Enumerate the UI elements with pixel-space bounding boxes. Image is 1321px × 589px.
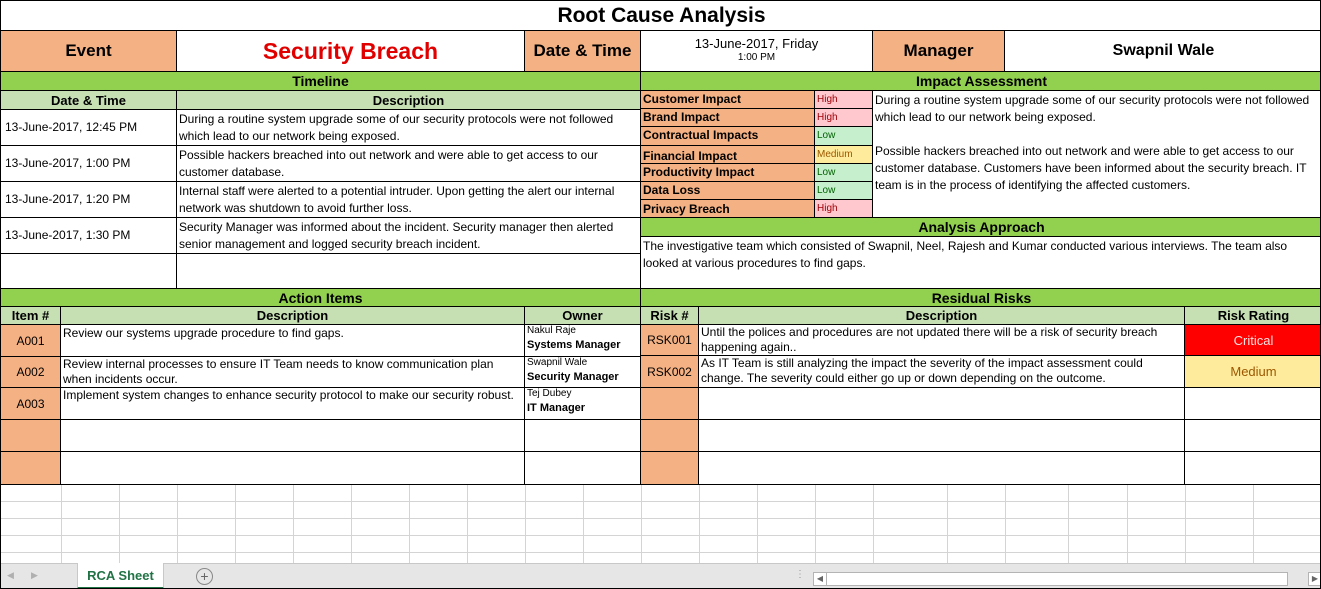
gridline	[1005, 485, 1006, 563]
datetime-label[interactable]: Date & Time	[525, 31, 641, 72]
action-item-id[interactable]	[1, 452, 61, 485]
risk-id[interactable]	[641, 452, 699, 485]
risks-col-description: Description	[699, 307, 1185, 325]
action-item-owner[interactable]	[525, 388, 641, 420]
action-item-id[interactable]: A003	[1, 388, 61, 420]
owner-name: Tej Dubey	[527, 388, 572, 399]
gridline	[293, 485, 294, 563]
timeline-row-description[interactable]: During a routine system upgrade some of our security protocols were not followed which lead to our network being exposed.	[177, 110, 641, 146]
timeline-row-datetime[interactable]: 13-June-2017, 1:30 PM	[1, 218, 177, 254]
impact-level-data-loss[interactable]: Low	[815, 182, 873, 200]
action-item-description[interactable]: Implement system changes to enhance security protocol to make our security robust.	[61, 388, 525, 420]
gridline	[1068, 485, 1069, 563]
actions-col-item: Item #	[1, 307, 61, 325]
action-item-id[interactable]: A002	[1, 357, 61, 388]
action-item-owner[interactable]	[525, 325, 641, 357]
gridline	[119, 485, 120, 563]
action-item-description[interactable]	[61, 420, 525, 452]
risks-col-risk: Risk #	[641, 307, 699, 325]
owner-name: Swapnil Wale	[527, 357, 588, 368]
gridline	[1253, 485, 1254, 563]
gridline	[1127, 485, 1128, 563]
impact-label-brand[interactable]: Brand Impact	[641, 109, 815, 127]
actions-col-owner: Owner	[525, 307, 641, 325]
action-item-owner[interactable]	[525, 452, 641, 485]
sheet-tab-bar	[1, 563, 1321, 589]
timeline-header: Timeline	[1, 72, 641, 91]
action-item-id[interactable]	[1, 420, 61, 452]
actions-col-description: Description	[61, 307, 525, 325]
timeline-row-datetime[interactable]: 13-June-2017, 1:20 PM	[1, 182, 177, 218]
action-item-description[interactable]	[61, 452, 525, 485]
impact-summary-p2: Possible hackers breached into out network and were able to get access to our customer database. Customers have been informed about the security breach. IT team is in the process of identifying the affected customers.	[875, 144, 1307, 192]
owner-role: Security Manager	[527, 371, 619, 383]
risk-id[interactable]: RSK001	[641, 325, 699, 356]
gridline	[699, 485, 700, 563]
impact-header: Impact Assessment	[641, 72, 1321, 91]
event-value[interactable]: Security Breach	[177, 31, 525, 72]
manager-label[interactable]: Manager	[873, 31, 1005, 72]
gridline	[757, 485, 758, 563]
risk-description[interactable]: As IT Team is still analyzing the impact the severity of the impact assessment could change. The severity could either go up or down depending on the outcome.	[699, 356, 1185, 388]
scroll-left-icon[interactable]: ◀	[814, 573, 827, 585]
event-label[interactable]: Event	[1, 31, 177, 72]
impact-summary[interactable]	[873, 91, 1321, 218]
timeline-row-datetime[interactable]: 13-June-2017, 1:00 PM	[1, 146, 177, 182]
add-sheet-icon[interactable]: +	[196, 568, 213, 585]
action-item-id[interactable]: A001	[1, 325, 61, 357]
impact-level-brand[interactable]: High	[815, 109, 873, 127]
risk-rating[interactable]	[1185, 388, 1321, 420]
gridline	[947, 485, 948, 563]
timeline-row-description[interactable]	[177, 254, 641, 289]
gridline	[177, 485, 178, 563]
impact-level-contractual[interactable]: Low	[815, 127, 873, 146]
gridline	[641, 485, 642, 563]
risk-rating[interactable]	[1185, 452, 1321, 485]
gridline	[61, 485, 62, 563]
action-item-owner[interactable]	[525, 420, 641, 452]
impact-summary-p1: During a routine system upgrade some of our security protocols were not followed which lead to our network being exposed.	[875, 93, 1310, 124]
risks-header: Residual Risks	[641, 289, 1321, 307]
impact-label-contractual[interactable]: Contractual Impacts	[641, 127, 815, 146]
impact-label-privacy[interactable]: Privacy Breach	[641, 200, 815, 218]
timeline-row-datetime[interactable]: 13-June-2017, 12:45 PM	[1, 110, 177, 146]
datetime-time: 1:00 PM	[737, 52, 776, 63]
risk-id[interactable]	[641, 388, 699, 420]
timeline-row-description[interactable]: Internal staff were alerted to a potential intruder. Upon getting the alert our internal network was shutdown to avoid further loss.	[177, 182, 641, 218]
risk-description[interactable]	[699, 388, 1185, 420]
impact-level-privacy[interactable]: High	[815, 200, 873, 218]
action-item-description[interactable]: Review our systems upgrade procedure to find gaps.	[61, 325, 525, 357]
risk-description[interactable]	[699, 452, 1185, 485]
actions-header: Action Items	[1, 289, 641, 307]
owner-name: Nakul Raje	[527, 325, 576, 336]
gridline	[1185, 485, 1186, 563]
impact-level-financial[interactable]: Medium	[815, 146, 873, 164]
timeline-col-description: Description	[177, 91, 641, 110]
analysis-text[interactable]: The investigative team which consisted of Swapnil, Neel, Rajesh and Kumar conducted various interviews. The team also looked at various procedures to find gaps.	[641, 237, 1321, 289]
horizontal-scrollbar[interactable]	[813, 572, 1288, 586]
timeline-row-datetime[interactable]	[1, 254, 177, 289]
gridline	[235, 485, 236, 563]
gridline	[525, 485, 526, 563]
analysis-header: Analysis Approach	[641, 218, 1321, 237]
timeline-row-description[interactable]: Security Manager was informed about the incident. Security manager then alerted senior management and logged security breach incident.	[177, 218, 641, 254]
tab-splitter-handle[interactable]: ⋮	[795, 569, 805, 580]
action-item-description[interactable]: Review internal processes to ensure IT Team needs to know communication plan when incidents occur.	[61, 357, 525, 388]
risk-rating[interactable]	[1185, 420, 1321, 452]
risks-col-rating: Risk Rating	[1185, 307, 1321, 325]
impact-level-productivity[interactable]: Low	[815, 164, 873, 182]
impact-label-productivity[interactable]: Productivity Impact	[641, 164, 815, 182]
sheet-title[interactable]: Root Cause Analysis	[1, 1, 1321, 31]
impact-label-data-loss[interactable]: Data Loss	[641, 182, 815, 200]
risk-id[interactable]: RSK002	[641, 356, 699, 388]
timeline-col-datetime: Date & Time	[1, 91, 177, 110]
impact-label-financial[interactable]: Financial Impact	[641, 146, 815, 164]
scroll-right-icon[interactable]: ▶	[1308, 572, 1321, 586]
risk-description[interactable]: Until the polices and procedures are not updated there will be a risk of security breach happening again..	[699, 325, 1185, 356]
risk-description[interactable]	[699, 420, 1185, 452]
datetime-date: 13-June-2017, Friday	[694, 36, 819, 51]
empty-cell-grid[interactable]	[1, 485, 1321, 563]
risk-id[interactable]	[641, 420, 699, 452]
timeline-row-description[interactable]: Possible hackers breached into out network and were able to get access to our customer database.	[177, 146, 641, 182]
owner-role: Systems Manager	[527, 339, 621, 351]
risk-rating-medium[interactable]: Medium	[1185, 356, 1321, 388]
gridline	[815, 485, 816, 563]
impact-level-customer[interactable]: High	[815, 91, 873, 109]
manager-value[interactable]: Swapnil Wale	[1005, 31, 1321, 72]
impact-label-customer[interactable]: Customer Impact	[641, 91, 815, 109]
scroll-tabs-right-icon[interactable]: ▶	[31, 570, 38, 580]
gridline	[873, 485, 874, 563]
gridline	[409, 485, 410, 563]
scroll-tabs-left-icon[interactable]: ◀	[7, 570, 14, 580]
risk-rating-critical[interactable]: Critical	[1185, 325, 1321, 356]
gridline	[467, 485, 468, 563]
datetime-value[interactable]	[641, 31, 873, 72]
gridline	[583, 485, 584, 563]
sheet-tab-rca[interactable]: RCA Sheet	[77, 563, 164, 589]
action-item-owner[interactable]	[525, 357, 641, 388]
owner-role: IT Manager	[527, 402, 586, 414]
gridline	[351, 485, 352, 563]
